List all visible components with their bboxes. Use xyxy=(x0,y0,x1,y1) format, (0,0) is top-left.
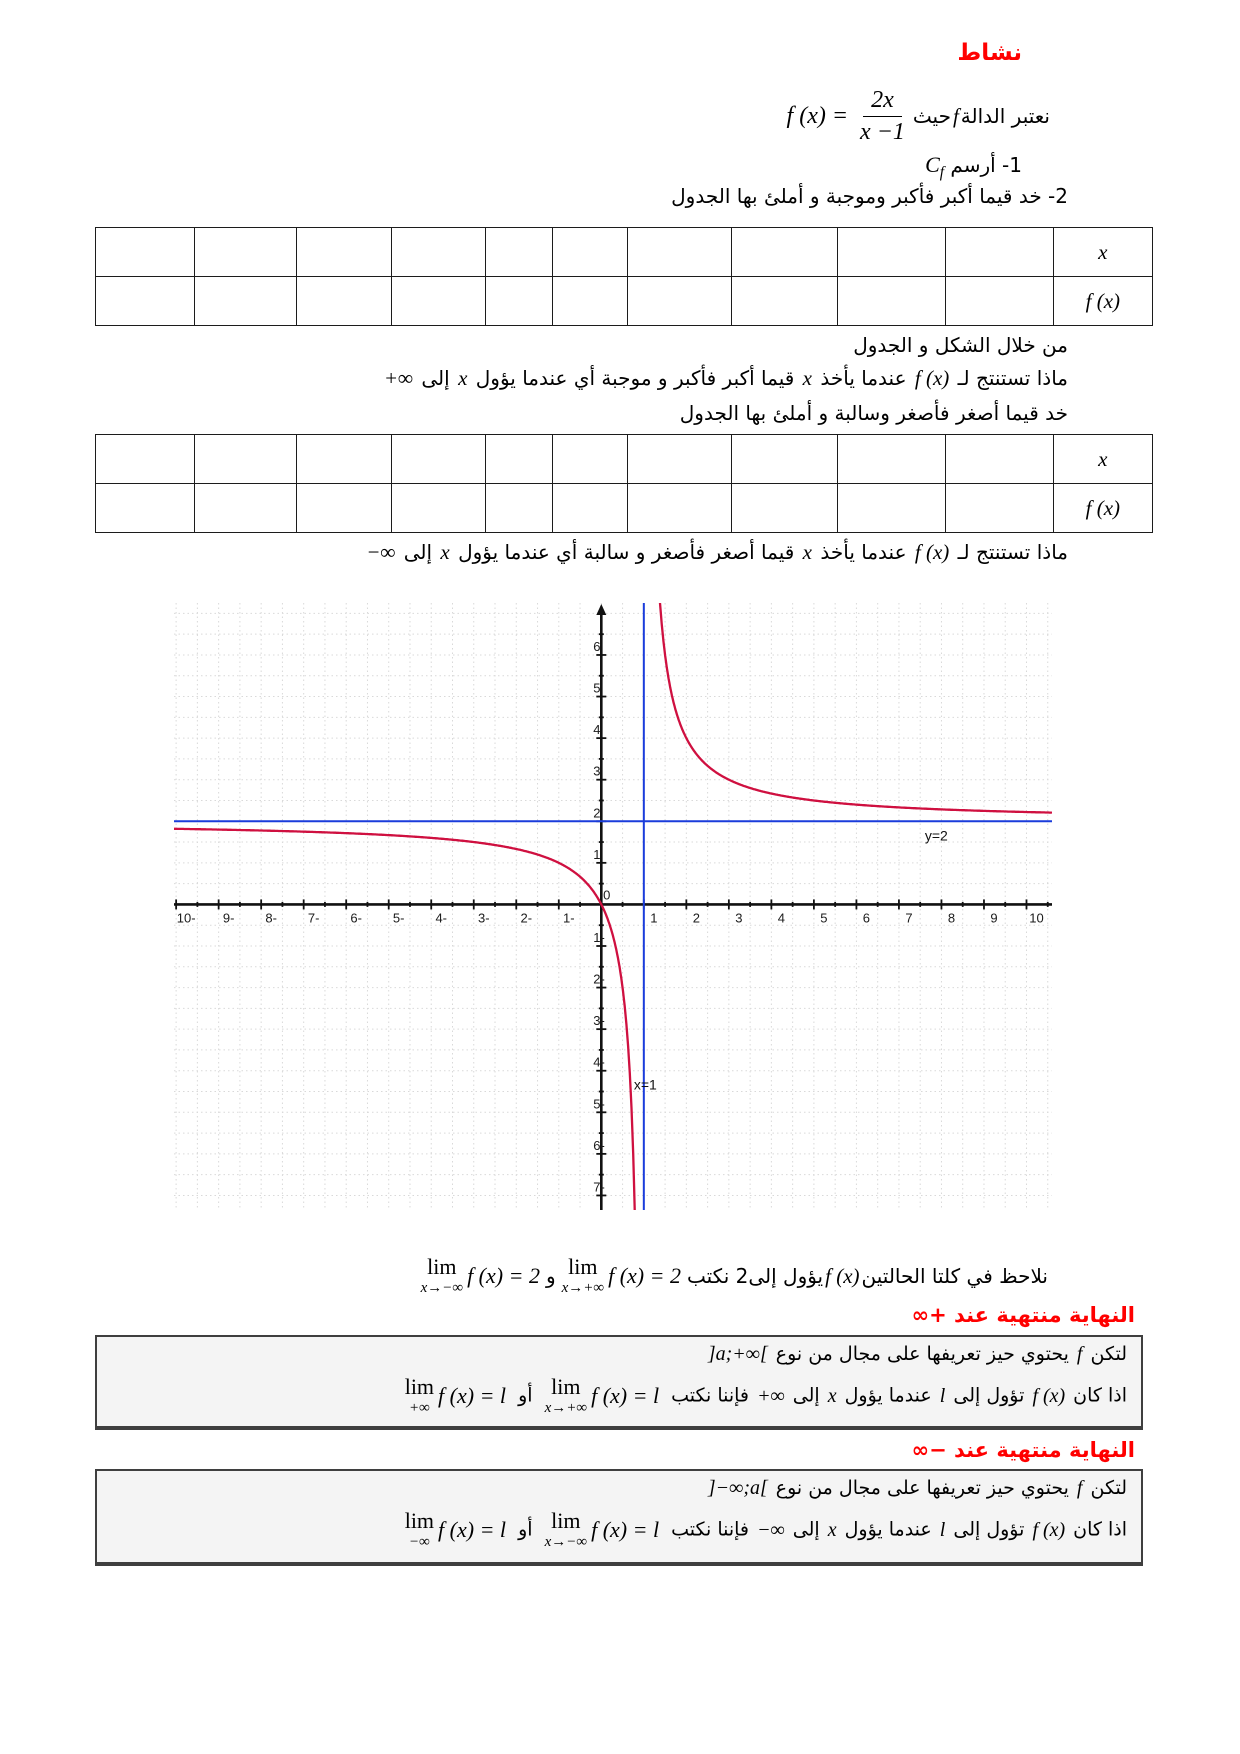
svg-text:3: 3 xyxy=(735,910,743,926)
svg-text:-3: -3 xyxy=(477,910,490,926)
math-expression: x xyxy=(827,1384,837,1407)
svg-text:-3: -3 xyxy=(593,1013,605,1029)
take-smaller-line xyxy=(680,401,1068,425)
empty-cell xyxy=(627,435,732,484)
svg-text:-8: -8 xyxy=(265,910,277,926)
math-expression: −∞ xyxy=(366,540,396,564)
curve-left-branch xyxy=(174,829,635,1210)
svg-text:10: 10 xyxy=(1029,910,1044,926)
svg-text:-5: -5 xyxy=(392,910,405,926)
row-label: f (x) xyxy=(1053,277,1152,326)
math-expression: ]−∞;a[ xyxy=(707,1477,768,1499)
observation-line xyxy=(415,1247,1048,1305)
math-expression: f (x) xyxy=(914,366,950,390)
svg-text:-5: -5 xyxy=(593,1096,605,1112)
svg-text:8: 8 xyxy=(947,910,956,926)
value-table-negative xyxy=(95,434,1153,533)
svg-text:4: 4 xyxy=(777,910,785,926)
math-expression: x xyxy=(827,1518,837,1541)
arabic-text: ماذا تستنتج لـ xyxy=(951,366,1068,390)
svg-text:-7: -7 xyxy=(307,910,320,926)
math-expression: f (x) xyxy=(1032,1384,1066,1407)
math-expression: l xyxy=(939,1384,946,1407)
x-asymptote-label: x=1 xyxy=(633,1076,657,1093)
math-expression: x xyxy=(458,366,468,390)
empty-cell xyxy=(732,277,838,326)
empty-cell xyxy=(486,484,553,533)
svg-text:3: 3 xyxy=(593,763,601,779)
svg-text:7: 7 xyxy=(905,910,913,926)
empty-cell xyxy=(945,435,1053,484)
empty-cell xyxy=(552,277,627,326)
section-heading-negative-infinity: النهاية منتهية عند −∞ xyxy=(911,1438,1135,1462)
math-expression: +∞ xyxy=(383,366,414,390)
intro-line xyxy=(787,84,1050,148)
math-expression: x xyxy=(440,540,450,564)
empty-cell xyxy=(96,484,195,533)
definition-line-1 xyxy=(107,1343,1127,1366)
arabic-text: نعتبر الدالة xyxy=(960,104,1050,128)
empty-cell xyxy=(296,484,391,533)
math-expression: ]a;+∞[ xyxy=(707,1343,768,1365)
empty-cell xyxy=(392,484,486,533)
arabic-text: يحتوي حيز تعريفها على مجال من نوع xyxy=(769,1343,1075,1365)
empty-cell xyxy=(296,435,391,484)
empty-cell xyxy=(96,228,195,277)
svg-text:-6: -6 xyxy=(593,1137,605,1153)
empty-cell xyxy=(195,435,296,484)
math-expression: f (x) xyxy=(1032,1518,1066,1541)
svg-text:6: 6 xyxy=(862,910,871,926)
empty-cell xyxy=(96,435,195,484)
arabic-text: لتكن xyxy=(1084,1343,1127,1365)
y-axis-arrow xyxy=(596,604,606,615)
math-expression: +∞ xyxy=(757,1384,785,1407)
arabic-text: خد قيما أصغر فأصغر وسالبة و أملئ بها الجدول xyxy=(679,401,1068,425)
svg-text:-4: -4 xyxy=(435,910,448,926)
limit-expression: lim x→+∞ f (x) = l xyxy=(544,1374,660,1416)
empty-cell xyxy=(392,228,486,277)
row-label: x xyxy=(1053,435,1152,484)
y-asymptote-label: y=2 xyxy=(924,827,948,844)
limit-expression: lim x→+∞ f (x) = 2 xyxy=(561,1254,681,1296)
definition-line-1 xyxy=(107,1477,1127,1500)
svg-text:1: 1 xyxy=(650,910,658,926)
limit-expression: lim +∞ f (x) = l xyxy=(404,1374,507,1416)
svg-text:5: 5 xyxy=(820,910,828,926)
limit-expression: lim x→−∞ f (x) = l xyxy=(544,1508,660,1550)
math-expression: f (x) xyxy=(914,540,950,564)
empty-cell xyxy=(838,228,946,277)
arabic-text: عندما يأخذ xyxy=(814,366,913,390)
empty-cell xyxy=(296,277,391,326)
svg-text:2: 2 xyxy=(692,910,700,926)
empty-cell xyxy=(296,228,391,277)
svg-text:5: 5 xyxy=(593,680,601,696)
empty-cell xyxy=(486,277,553,326)
arabic-text: أو xyxy=(512,1384,539,1407)
empty-cell xyxy=(195,484,296,533)
arabic-text: إلى xyxy=(786,1384,826,1407)
empty-cell xyxy=(627,277,732,326)
math-expression: f (x) xyxy=(825,1263,860,1288)
svg-text:1: 1 xyxy=(593,846,601,862)
svg-text:-2: -2 xyxy=(520,910,533,926)
empty-cell xyxy=(732,484,838,533)
empty-cell xyxy=(486,435,553,484)
arabic-text: عندما يأخذ xyxy=(814,540,913,564)
math-expression: x xyxy=(802,366,812,390)
arabic-text: نلاحظ في كلتا الحالتين xyxy=(861,1264,1048,1288)
math-expression: x xyxy=(802,540,812,564)
arabic-text: تؤول إلى xyxy=(947,1384,1031,1407)
limit-expression: lim x→−∞ f (x) = 2 xyxy=(420,1254,540,1296)
fraction-formula: f (x) = $\frac{2x}{x -1}$ xyxy=(786,86,905,145)
table-row xyxy=(96,484,1153,533)
math-expression: f xyxy=(1076,1343,1083,1365)
empty-cell xyxy=(627,484,732,533)
arabic-text: فإننا نكتب xyxy=(665,1384,756,1407)
axes xyxy=(174,604,1052,1210)
origin-label: 0 xyxy=(603,887,611,903)
svg-text:-1: -1 xyxy=(593,929,605,945)
empty-cell xyxy=(838,277,946,326)
arabic-text: إلى xyxy=(415,366,457,390)
svg-text:-7: -7 xyxy=(593,1179,605,1195)
math-expression: f xyxy=(952,103,959,128)
svg-text:-6: -6 xyxy=(350,910,362,926)
item-2-line xyxy=(671,184,1068,208)
svg-text:9: 9 xyxy=(990,910,998,926)
activity-title: نشاط xyxy=(957,40,1022,66)
function-graph xyxy=(174,603,1052,1210)
from-figure-line xyxy=(853,333,1068,357)
asymptote-labels xyxy=(634,827,948,1092)
arabic-text: عندما يؤول xyxy=(838,1518,938,1541)
conclude-negative-line xyxy=(364,540,1068,565)
item-1-line xyxy=(925,152,1022,182)
svg-text:-10: -10 xyxy=(176,910,196,926)
empty-cell xyxy=(945,228,1053,277)
empty-cell xyxy=(732,435,838,484)
arabic-text: تؤول إلى xyxy=(947,1518,1031,1541)
arabic-text: أو xyxy=(512,1518,539,1541)
arabic-text: اذا كان xyxy=(1067,1384,1127,1407)
row-label: f (x) xyxy=(1053,484,1152,533)
row-label: x xyxy=(1053,228,1152,277)
value-table-positive xyxy=(95,227,1153,326)
math-expression: f xyxy=(1076,1477,1083,1499)
empty-cell xyxy=(96,277,195,326)
definition-box-positive-infinity xyxy=(95,1335,1143,1430)
svg-text:-4: -4 xyxy=(593,1054,605,1070)
arabic-text: حيث xyxy=(912,104,951,128)
empty-cell xyxy=(732,228,838,277)
empty-cell xyxy=(195,228,296,277)
graph-canvas xyxy=(174,603,1052,1210)
section-heading-positive-infinity: النهاية منتهية عند +∞ xyxy=(911,1303,1135,1327)
table-row xyxy=(96,435,1153,484)
empty-cell xyxy=(486,228,553,277)
arabic-text: قيما أكبر فأكبر و موجبة أي عندما يؤول xyxy=(469,366,801,390)
arabic-text: يؤول إلى2 نكتب xyxy=(686,1264,824,1288)
empty-cell xyxy=(195,277,296,326)
axis-ticks xyxy=(176,634,1048,1195)
table-row xyxy=(96,277,1153,326)
svg-text:-9: -9 xyxy=(222,910,235,926)
definition-line-2 xyxy=(107,1510,1127,1550)
arabic-text: إلى xyxy=(397,540,439,564)
empty-cell xyxy=(838,435,946,484)
svg-text:6: 6 xyxy=(593,638,601,654)
empty-cell xyxy=(627,228,732,277)
arabic-text: 1- أرسم xyxy=(944,153,1022,177)
svg-text:4: 4 xyxy=(593,722,601,738)
empty-cell xyxy=(552,484,627,533)
table-row xyxy=(96,228,1153,277)
math-expression: l xyxy=(939,1518,946,1541)
empty-cell xyxy=(552,435,627,484)
empty-cell xyxy=(838,484,946,533)
svg-text:-1: -1 xyxy=(563,910,575,926)
conclude-positive-line xyxy=(382,366,1068,391)
subscripted-symbol: $C_f$ xyxy=(925,152,945,181)
svg-text:2: 2 xyxy=(593,805,601,821)
arabic-text: عندما يؤول xyxy=(838,1384,938,1407)
definition-box-negative-infinity xyxy=(95,1469,1143,1566)
arabic-text: إلى xyxy=(786,1518,826,1541)
empty-cell xyxy=(945,484,1053,533)
empty-cell xyxy=(392,435,486,484)
empty-cell xyxy=(392,277,486,326)
limit-expression: lim −∞ f (x) = l xyxy=(404,1508,507,1550)
tick-labels xyxy=(177,639,1044,1194)
arabic-text: لتكن xyxy=(1084,1477,1127,1499)
arabic-text: و xyxy=(545,1264,556,1288)
arabic-text: 2- خد قيما أكبر فأكبر وموجبة و أملئ بها الجدول xyxy=(671,184,1068,208)
definition-line-2 xyxy=(107,1376,1127,1416)
empty-cell xyxy=(552,228,627,277)
math-expression: −∞ xyxy=(757,1518,785,1541)
svg-text:-2: -2 xyxy=(593,971,605,987)
arabic-text: فإننا نكتب xyxy=(665,1518,756,1541)
arabic-text: اذا كان xyxy=(1067,1518,1127,1541)
empty-cell xyxy=(945,277,1053,326)
arabic-text: يحتوي حيز تعريفها على مجال من نوع xyxy=(769,1477,1075,1499)
arabic-text: من خلال الشكل و الجدول xyxy=(853,333,1068,357)
arabic-text: قيما أصغر فأصغر و سالبة أي عندما يؤول xyxy=(451,540,801,564)
arabic-text: ماذا تستنتج لـ xyxy=(951,540,1068,564)
